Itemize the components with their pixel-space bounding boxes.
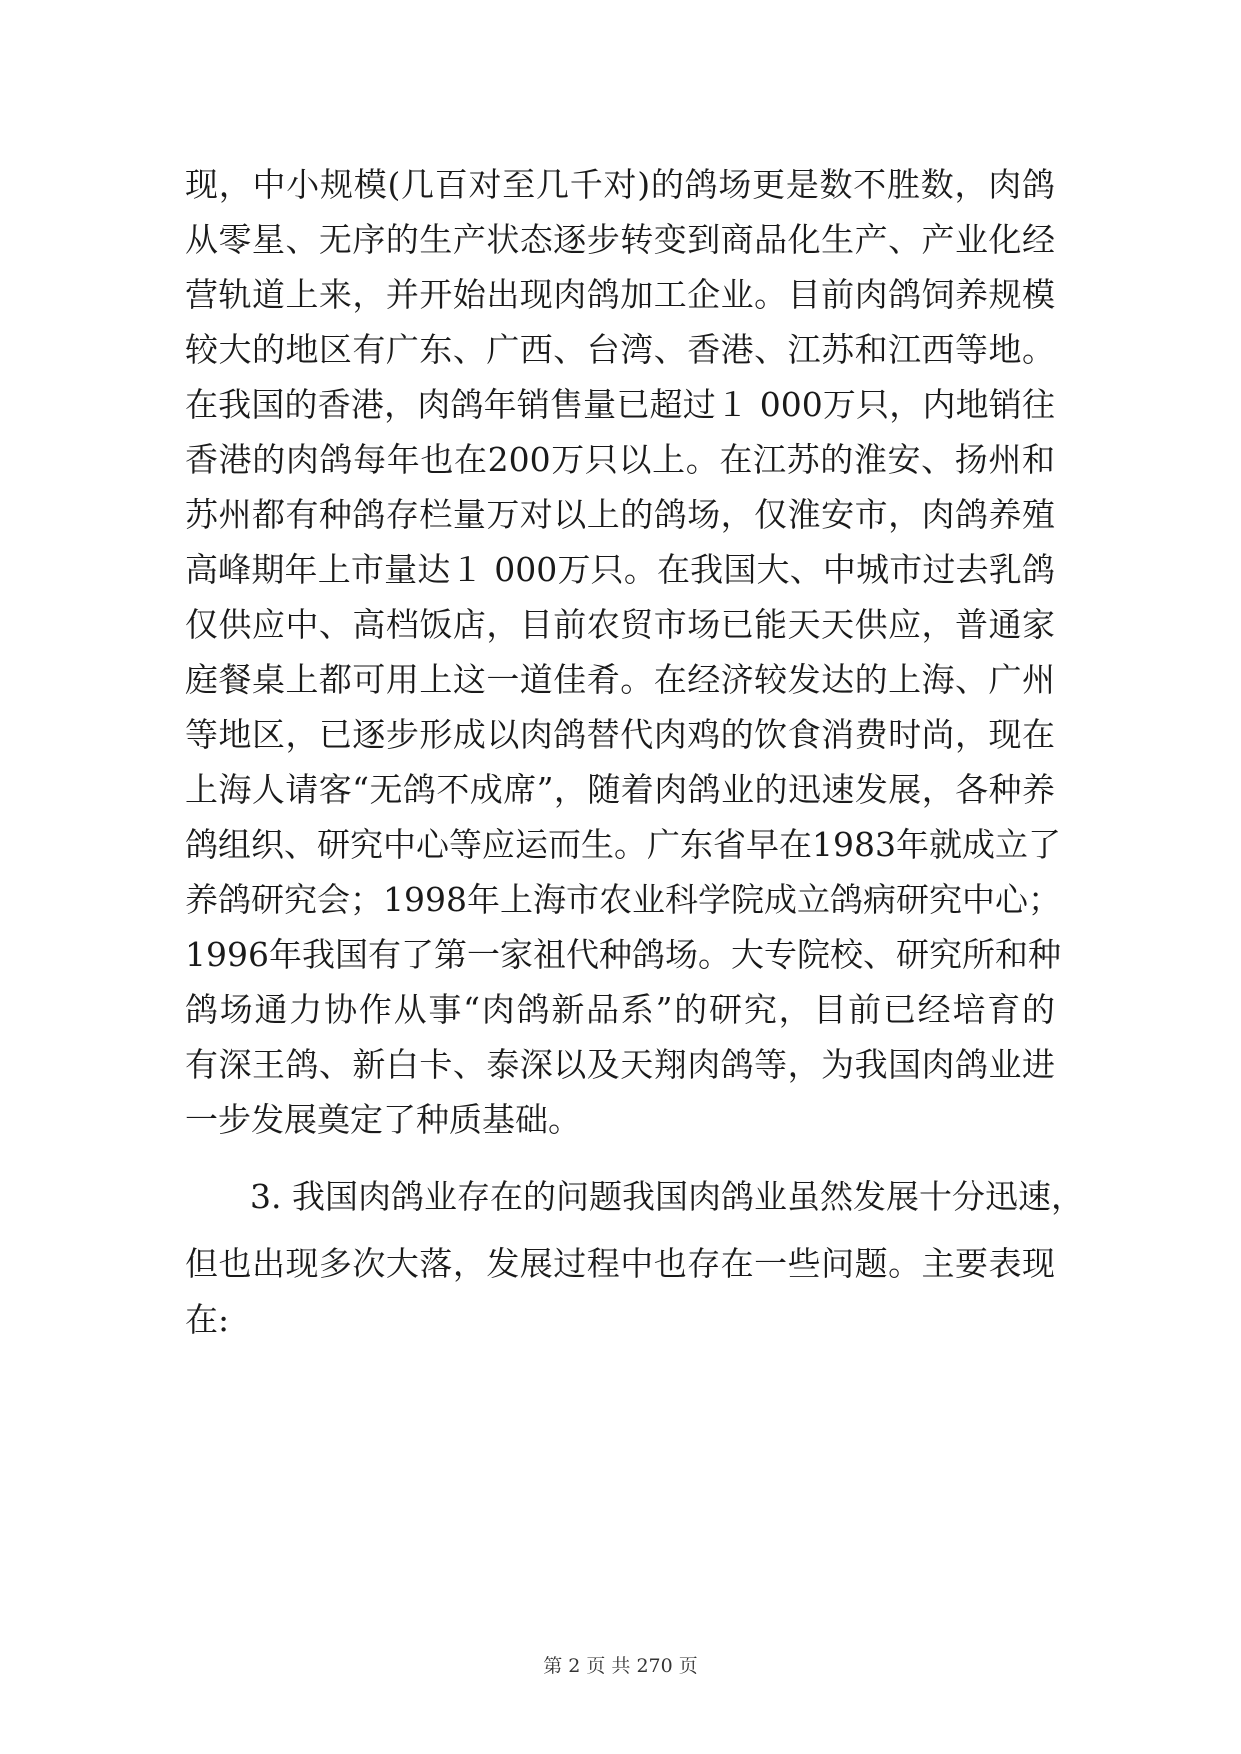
paragraph-line: 苏州都有种鸽存栏量万对以上的鸽场，仅淮安市，肉鸽养殖	[185, 495, 1055, 534]
paragraph-line: 有深王鸽、新白卡、泰深以及天翔肉鸽等，为我国肉鸽业进	[185, 1045, 1055, 1084]
paragraph-line: 仅供应中、高档饭店，目前农贸市场已能天天供应，普通家	[185, 605, 1055, 644]
paragraph-line: 现，中小规模(几百对至几千对)的鸽场更是数不胜数，肉鸽	[185, 165, 1055, 204]
paragraph-line: 鸽场通力协作从事“肉鸽新品系”的研究，目前已经培育的	[185, 990, 1055, 1029]
paragraph-line: 香港的肉鸽每年也在200万只以上。在江苏的淮安、扬州和	[185, 440, 1055, 479]
paragraph-line: 从零星、无序的生产状态逐步转变到商品化生产、产业化经	[185, 220, 1055, 259]
paragraph-line: 在:	[185, 1300, 230, 1339]
page-number-footer: 第 2 页 共 270 页	[543, 1655, 698, 1677]
paragraph-line: 营轨道上来，并开始出现肉鸽加工企业。目前肉鸽饲养规模	[185, 275, 1055, 314]
paragraph-line: 1996年我国有了第一家祖代种鸽场。大专院校、研究所和种	[185, 935, 1061, 974]
paragraph-line: 但也出现多次大落，发展过程中也存在一些问题。主要表现	[185, 1244, 1055, 1283]
paragraph-line: 等地区，已逐步形成以肉鸽替代肉鸡的饮食消费时尚，现在	[185, 715, 1055, 754]
paragraph-line: 庭餐桌上都可用上这一道佳肴。在经济较发达的上海、广州	[185, 660, 1055, 699]
paragraph-line: 鸽组织、研究中心等应运而生。广东省早在1983年就成立了	[185, 825, 1061, 864]
paragraph-line: 较大的地区有广东、广西、台湾、香港、江苏和江西等地。	[185, 330, 1055, 369]
paragraph-line: 3. 我国肉鸽业存在的问题我国肉鸽业虽然发展十分迅速，	[250, 1177, 1084, 1216]
paragraph-line: 养鸽研究会；1998年上海市农业科学院成立鸽病研究中心；	[185, 880, 1061, 919]
paragraph-line: 高峰期年上市量达１ 000万只。在我国大、中城市过去乳鸽	[185, 550, 1055, 589]
paragraph-line: 在我国的香港，肉鸽年销售量已超过１ 000万只，内地销往	[185, 385, 1055, 424]
paragraph-line: 上海人请客“无鸽不成席”，随着肉鸽业的迅速发展，各种养	[185, 770, 1055, 809]
paragraph-line: 一步发展奠定了种质基础。	[185, 1100, 581, 1139]
